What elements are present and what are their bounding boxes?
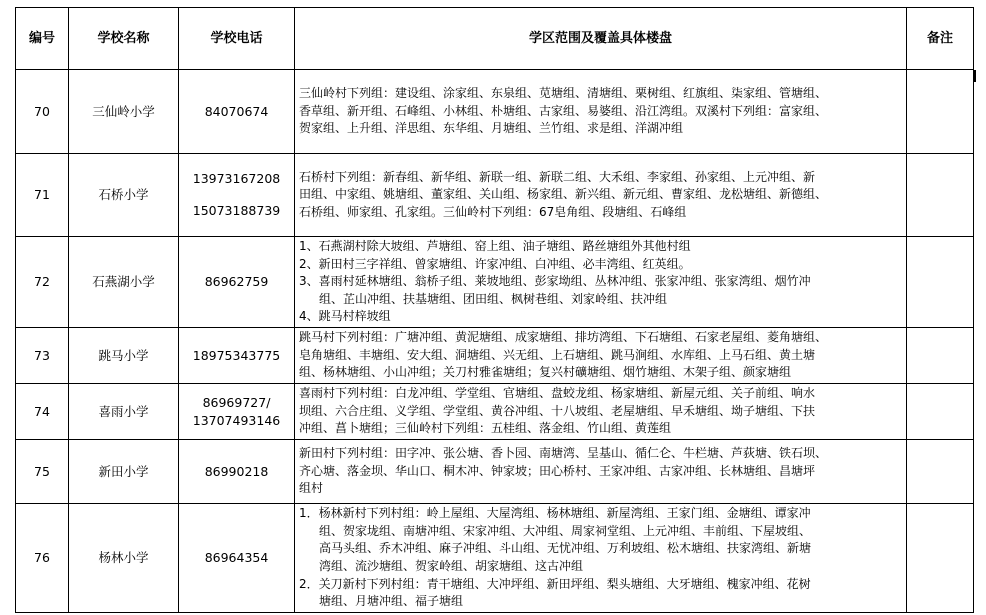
- row-school-name: 三仙岭小学: [69, 70, 179, 154]
- scope-line: 组、杨林塘组、小山冲组；关刀村雅雀塘组；复兴村礦塘组、烟竹塘组、木架子组、颜家塘组: [299, 365, 792, 380]
- scope-line: 2、新田村三字祥组、曾家塘组、许家冲组、白冲组、必丰湾组、红英组。: [299, 256, 691, 271]
- phone-number: 86962759: [204, 274, 269, 289]
- phone-number: 86964354: [204, 550, 269, 565]
- scope-line: 1．杨林新村下列村组：岭上屋组、大屋湾组、杨林塘组、新屋湾组、王家门组、金塘组、谭家冲: [299, 506, 811, 521]
- row-district-scope: [295, 237, 907, 328]
- scope-line: 三仙岭村下列组：建设组、涂家组、东泉组、苋塘组、清塘组、栗树组、红旗组、柒家组、管塘组、: [299, 86, 828, 101]
- row-district-scope: [295, 504, 907, 613]
- row-note: [907, 70, 974, 154]
- row-phone: [179, 154, 295, 237]
- row-phone: [179, 70, 295, 154]
- row-phone: [179, 237, 295, 328]
- header-school-phone: 学校电话: [179, 8, 295, 70]
- header-row: [16, 8, 974, 70]
- row-district-scope: [295, 384, 907, 440]
- row-no: 74: [16, 384, 69, 440]
- scope-line: 喜雨村下列村组：白龙冲组、学堂组、官塘组、盘蛟龙组、杨家塘组、新屋元组、关子前组、响水: [299, 386, 816, 401]
- row-district-scope: [295, 328, 907, 384]
- row-phone: [179, 504, 295, 613]
- scope-line: 跳马村下列村组：广塘冲组、黄泥塘组、成家塘组、排坊湾组、下石塘组、石家老屋组、菱角塘组、: [299, 330, 828, 345]
- row-note: [907, 237, 974, 328]
- scope-line: 高马头组、乔木冲组、麻子冲组、斗山组、无忧冲组、万利坡组、松木塘组、扶家湾组、新塘: [319, 541, 812, 556]
- table-row: [16, 154, 974, 237]
- header-school-name: 学校名称: [69, 8, 179, 70]
- row-school-name: 跳马小学: [69, 328, 179, 384]
- phone-number: 13707493146: [192, 412, 281, 428]
- scope-line: 皂角塘组、丰塘组、安大组、洞塘组、兴无组、上石塘组、跳马涧组、水库组、上马石组、黄土塘: [299, 347, 816, 362]
- phone-number: 15073188739: [192, 203, 281, 218]
- table-row: [16, 440, 974, 504]
- row-no: 72: [16, 237, 69, 328]
- row-phone: [179, 384, 295, 440]
- row-school-name: 石桥小学: [69, 154, 179, 237]
- row-phone: [179, 440, 295, 504]
- scope-line: 4、跳马村梓坡组: [299, 309, 391, 324]
- row-note: [907, 504, 974, 613]
- header-no: 编号: [16, 8, 69, 70]
- scope-line: 塘组、月塘冲组、福子塘组: [319, 594, 464, 609]
- row-school-name: 杨林小学: [69, 504, 179, 613]
- table-row: [16, 504, 974, 613]
- scope-line: 组、贺家垅组、南塘冲组、宋家冲组、大冲组、周家祠堂组、上元冲组、丰前组、下屋坡组、: [319, 523, 812, 538]
- row-no: 75: [16, 440, 69, 504]
- row-no: 73: [16, 328, 69, 384]
- scope-line: 2．关刀新村下列村组：青干塘组、大冲坪组、新田坪组、梨头塘组、大牙塘组、槐家冲组、花树: [299, 576, 811, 591]
- row-note: [907, 384, 974, 440]
- row-note: [907, 440, 974, 504]
- row-district-scope: [295, 70, 907, 154]
- row-district-scope: [295, 154, 907, 237]
- phone-number: 86990218: [204, 463, 269, 479]
- scope-line: 冲组、菖卜塘组；三仙岭村下列组：五桂组、落金组、竹山组、黄莲组: [299, 421, 672, 436]
- scope-line: 香草组、新开组、石峰组、小林组、朴塘组、古家组、易婆组、沿江湾组。双溪村下列组：富家组、: [299, 103, 828, 118]
- scope-line: 贺家组、上升组、洋思组、东华组、月塘组、兰竹组、求是组、洋湖冲组: [299, 121, 684, 136]
- row-no: 70: [16, 70, 69, 154]
- row-school-name: 喜雨小学: [69, 384, 179, 440]
- row-school-name: 石燕湖小学: [69, 237, 179, 328]
- header-note: 备注: [907, 8, 974, 70]
- row-phone: [179, 328, 295, 384]
- row-no: 71: [16, 154, 69, 237]
- row-note: [907, 328, 974, 384]
- scope-line: 3、喜雨村延林塘组、翁桥子组、莱坡地组、彭家坳组、丛林冲组、张家冲组、张家湾组、烟竹冲: [299, 274, 811, 289]
- row-note: [907, 154, 974, 237]
- table-row: [16, 237, 974, 328]
- phone-number: 18975343775: [192, 347, 281, 363]
- row-no: 76: [16, 504, 69, 613]
- scope-line: 田组、中家组、姚塘组、董家组、关山组、杨家组、新兴组、新元组、曹家组、龙松塘组、新德组、: [299, 187, 828, 202]
- scope-line: 组、芷山冲组、扶基塘组、团田组、枫树巷组、刘家岭组、扶冲组: [319, 291, 668, 306]
- scope-line: 坝组、六合庄组、义学组、学堂组、黄谷冲组、十八坡组、老屋塘组、早禾塘组、坳子塘组、下扶: [299, 403, 816, 418]
- scope-line: 组村: [299, 481, 324, 496]
- table-row: [16, 328, 974, 384]
- table-row: [16, 70, 974, 154]
- table-row: [16, 384, 974, 440]
- scope-line: 石桥村下列组：新春组、新华组、新联一组、新联二组、大禾组、李家组、孙家组、上元冲组、新: [299, 169, 816, 184]
- header-district-scope: 学区范围及覆盖具体楼盘: [295, 8, 907, 70]
- scope-line: 石桥组、师家组、孔家组。三仙岭村下列组：67皂角组、段塘组、石峰组: [299, 204, 687, 219]
- row-district-scope: [295, 440, 907, 504]
- phone-number: 84070674: [204, 103, 269, 119]
- row-school-name: 新田小学: [69, 440, 179, 504]
- phone-number: 13973167208: [192, 171, 281, 186]
- school-district-table: [15, 7, 974, 613]
- scope-line: 1、石燕湖村除大坡组、芦塘组、窑上组、油子塘组、路丝塘组外其他村组: [299, 239, 691, 254]
- scope-line: 新田村下列村组：田字冲、张公塘、香卜园、南塘湾、呈基山、循仁仑、牛栏塘、芦荻塘、铁石坝、: [299, 446, 828, 461]
- scope-line: 湾组、流沙塘组、贺家岭组、胡家塘组、这古冲组: [319, 559, 584, 573]
- text-cursor-mark: [974, 70, 976, 82]
- phone-number: 86969727/: [202, 394, 271, 410]
- scope-line: 齐心塘、落金坝、华山口、桐木冲、钟家坡；田心桥村、王家冲组、古家冲组、长林塘组、昌塘坪: [299, 463, 816, 478]
